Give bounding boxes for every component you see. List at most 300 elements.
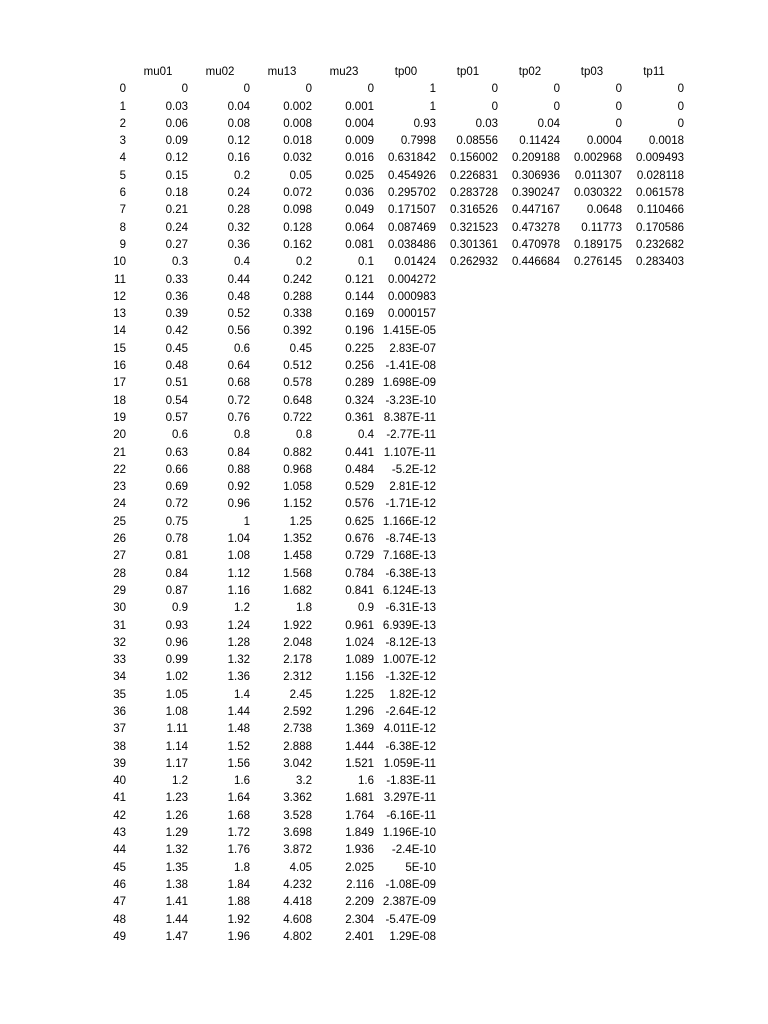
table-row: [96, 168, 686, 185]
row-index-cell: 9: [119, 238, 126, 251]
row-index-cell: 29: [113, 584, 126, 597]
table-cell: 1.24: [227, 619, 250, 632]
table-cell: [500, 929, 562, 946]
table-cell: [500, 790, 562, 807]
table-cell: [438, 583, 500, 600]
table-cell: [562, 842, 624, 859]
table-cell: [438, 514, 500, 531]
table-cell: 1.2: [172, 775, 188, 788]
table-cell: 0.454926: [388, 169, 436, 182]
table-cell: 0.4: [358, 429, 374, 442]
table-cell: 1.698E-09: [382, 377, 436, 390]
table-cell: 0.0648: [586, 204, 622, 217]
table-cell: 1.024: [345, 636, 374, 649]
table-cell: 2.048: [283, 636, 312, 649]
table-cell: [438, 860, 500, 877]
table-cell: 1.64: [227, 792, 250, 805]
table-cell: -5.2E-12: [391, 463, 436, 476]
table-cell: [500, 514, 562, 531]
table-cell: 0.05: [289, 169, 312, 182]
table-cell: 0.324: [345, 394, 374, 407]
table-cell: 0.12: [227, 135, 250, 148]
table-cell: [500, 548, 562, 565]
table-cell: 1.058: [283, 481, 312, 494]
table-cell: [562, 566, 624, 583]
table-cell: [562, 548, 624, 565]
column-header: tp11: [643, 66, 665, 78]
table-row: [96, 860, 686, 877]
table-cell: 0.162: [283, 238, 312, 251]
table-cell: [562, 514, 624, 531]
table-cell: 1.76: [227, 844, 250, 857]
table-cell: 0.3: [172, 256, 188, 269]
table-cell: 0: [615, 100, 622, 113]
table-cell: 0.45: [165, 342, 188, 355]
table-cell: 0.226831: [450, 169, 498, 182]
table-cell: [624, 306, 686, 323]
table-cell: 1.32: [165, 844, 188, 857]
table-cell: 1.196E-10: [382, 827, 436, 840]
table-cell: 1.08: [165, 705, 188, 718]
table-cell: 1: [429, 100, 436, 113]
table-cell: [500, 669, 562, 686]
table-cell: 6.124E-13: [382, 584, 436, 597]
table-cell: 0.512: [283, 360, 312, 373]
table-row: [96, 531, 686, 548]
table-cell: [438, 739, 500, 756]
table-row: [96, 81, 686, 98]
table-cell: 1.16: [227, 584, 250, 597]
table-cell: 0.88: [227, 463, 250, 476]
table-cell: 0.011307: [574, 169, 622, 182]
table-row: [96, 306, 686, 323]
table-cell: [500, 410, 562, 427]
table-cell: 0.63: [165, 446, 188, 459]
table-cell: 1.17: [165, 757, 188, 770]
table-cell: [438, 877, 500, 894]
table-cell: 4.05: [289, 861, 312, 874]
table-cell: 0.156002: [450, 152, 498, 165]
row-index-cell: 25: [113, 515, 126, 528]
table-row: [96, 790, 686, 807]
table-cell: [624, 548, 686, 565]
table-cell: [438, 652, 500, 669]
table-cell: [624, 808, 686, 825]
table-cell: 3.528: [283, 809, 312, 822]
table-cell: [438, 773, 500, 790]
data-table: [96, 64, 686, 946]
table-cell: 0.361: [345, 411, 374, 424]
table-cell: [500, 756, 562, 773]
table-cell: [624, 462, 686, 479]
table-cell: [500, 375, 562, 392]
table-cell: 1.415E-05: [382, 325, 436, 338]
table-cell: 0.392: [283, 325, 312, 338]
table-cell: 3.698: [283, 827, 312, 840]
table-cell: [624, 704, 686, 721]
table-cell: [562, 358, 624, 375]
table-cell: 0.2: [296, 256, 312, 269]
table-cell: [438, 912, 500, 929]
row-index-cell: 28: [113, 567, 126, 580]
table-row: [96, 496, 686, 513]
table-cell: [500, 912, 562, 929]
table-cell: 0.96: [165, 636, 188, 649]
table-cell: 0.529: [345, 481, 374, 494]
table-cell: [500, 323, 562, 340]
table-cell: [438, 410, 500, 427]
table-cell: [562, 479, 624, 496]
table-cell: 1.96: [227, 930, 250, 943]
table-cell: 1.225: [345, 688, 374, 701]
table-cell: [624, 618, 686, 635]
table-cell: 0.081: [345, 238, 374, 251]
table-cell: [500, 635, 562, 652]
table-row: [96, 462, 686, 479]
table-cell: [624, 514, 686, 531]
table-cell: 0.9: [172, 602, 188, 615]
table-cell: 0.447167: [512, 204, 560, 217]
table-cell: 0.038486: [388, 238, 436, 251]
table-row: [96, 825, 686, 842]
table-cell: 7.168E-13: [382, 550, 436, 563]
table-cell: 0.1: [358, 256, 374, 269]
row-index-cell: 31: [113, 619, 126, 632]
table-cell: [624, 877, 686, 894]
table-cell: [438, 496, 500, 513]
table-cell: 1.92: [227, 913, 250, 926]
table-cell: [624, 341, 686, 358]
table-cell: 0.08: [227, 117, 250, 130]
table-cell: 0.9: [358, 602, 374, 615]
table-cell: 0.295702: [388, 187, 436, 200]
table-cell: [562, 341, 624, 358]
table-cell: [500, 808, 562, 825]
table-cell: [562, 739, 624, 756]
table-cell: 0.42: [165, 325, 188, 338]
table-cell: 1.352: [283, 533, 312, 546]
row-index-cell: 2: [119, 117, 126, 130]
table-row: [96, 254, 686, 271]
table-cell: [562, 272, 624, 289]
table-cell: 0.18: [165, 187, 188, 200]
table-cell: 0.004: [345, 117, 374, 130]
row-index-cell: 39: [113, 757, 126, 770]
table-cell: 0.144: [345, 290, 374, 303]
table-cell: 0.484: [345, 463, 374, 476]
table-row: [96, 773, 686, 790]
table-cell: 0.098: [283, 204, 312, 217]
table-cell: 0.306936: [512, 169, 560, 182]
table-cell: 0.11424: [519, 135, 560, 148]
row-index-cell: 18: [113, 394, 126, 407]
table-cell: 0.01424: [394, 256, 436, 269]
table-cell: 1.764: [345, 809, 374, 822]
table-cell: -1.41E-08: [385, 360, 436, 373]
table-cell: 1.2: [234, 602, 250, 615]
row-index-cell: 19: [113, 411, 126, 424]
table-cell: [562, 531, 624, 548]
table-cell: -8.12E-13: [385, 636, 436, 649]
table-cell: [500, 739, 562, 756]
row-index-cell: 23: [113, 481, 126, 494]
table-cell: [500, 583, 562, 600]
table-cell: [500, 531, 562, 548]
table-cell: 1.444: [345, 740, 374, 753]
table-cell: 2.45: [289, 688, 312, 701]
table-cell: 1.8: [296, 602, 312, 615]
table-cell: 0.2: [234, 169, 250, 182]
table-cell: 1.38: [165, 878, 188, 891]
table-cell: 0.96: [227, 498, 250, 511]
table-cell: 1.68: [227, 809, 250, 822]
table-cell: 1: [429, 83, 436, 96]
table-cell: 1.35: [165, 861, 188, 874]
table-cell: 0.576: [345, 498, 374, 511]
table-cell: [624, 756, 686, 773]
table-cell: [438, 929, 500, 946]
table-row: [96, 669, 686, 686]
table-cell: -8.74E-13: [385, 533, 436, 546]
table-cell: 1.059E-11: [383, 757, 436, 770]
table-cell: 0: [243, 83, 250, 96]
table-cell: [438, 618, 500, 635]
table-cell: 1.6: [234, 775, 250, 788]
table-cell: [500, 496, 562, 513]
table-cell: 1.82E-12: [389, 688, 436, 701]
table-row: [96, 635, 686, 652]
table-cell: 0.001: [345, 100, 374, 113]
table-cell: 0.75: [165, 515, 188, 528]
table-cell: [438, 341, 500, 358]
row-index-cell: 15: [113, 342, 126, 355]
table-cell: 2.738: [283, 723, 312, 736]
table-cell: 0.256: [345, 360, 374, 373]
row-index-cell: 32: [113, 636, 126, 649]
table-row: [96, 652, 686, 669]
table-cell: [562, 894, 624, 911]
table-cell: 0.321523: [450, 221, 498, 234]
table-cell: [562, 669, 624, 686]
table-cell: 0.78: [165, 533, 188, 546]
table-cell: 0.648: [283, 394, 312, 407]
table-cell: 0.283728: [450, 187, 498, 200]
table-cell: 0.018: [283, 135, 312, 148]
table-row: [96, 721, 686, 738]
table-cell: [438, 687, 500, 704]
row-index-cell: 12: [113, 290, 126, 303]
table-cell: 1.48: [227, 723, 250, 736]
table-cell: 0.68: [227, 377, 250, 390]
row-index-cell: 44: [113, 844, 126, 857]
table-cell: 1.05: [165, 688, 188, 701]
table-cell: [624, 445, 686, 462]
row-index-cell: 30: [113, 602, 126, 615]
table-cell: [562, 912, 624, 929]
table-cell: 0.004272: [388, 273, 436, 286]
table-cell: 0.21: [165, 204, 188, 217]
table-cell: 0.8: [296, 429, 312, 442]
table-cell: 0.72: [227, 394, 250, 407]
table-cell: 0.390247: [512, 187, 560, 200]
table-cell: 0.27: [165, 238, 188, 251]
table-cell: [500, 773, 562, 790]
row-index-cell: 0: [119, 83, 126, 96]
table-cell: 1.23: [165, 792, 188, 805]
table-cell: 0.242: [283, 273, 312, 286]
table-cell: 0.072: [283, 187, 312, 200]
table-cell: 0.209188: [512, 152, 560, 165]
table-cell: -2.64E-12: [385, 705, 436, 718]
table-cell: 0.169: [345, 308, 374, 321]
table-cell: 0.841: [345, 584, 374, 597]
table-cell: [438, 842, 500, 859]
table-cell: [624, 894, 686, 911]
table-row: [96, 220, 686, 237]
table-cell: 0.44: [227, 273, 250, 286]
table-cell: [624, 479, 686, 496]
table-cell: [438, 825, 500, 842]
table-cell: 3.297E-11: [383, 792, 436, 805]
table-cell: 0.6: [172, 429, 188, 442]
table-cell: [500, 427, 562, 444]
table-cell: [624, 687, 686, 704]
table-cell: -2.4E-10: [391, 844, 436, 857]
table-cell: [562, 877, 624, 894]
table-cell: [624, 393, 686, 410]
table-cell: [438, 704, 500, 721]
table-cell: 1.12: [227, 567, 250, 580]
table-cell: 0.39: [165, 308, 188, 321]
row-index-cell: 6: [119, 187, 126, 200]
row-index-cell: 41: [113, 792, 126, 805]
table-cell: 0.729: [345, 550, 374, 563]
table-cell: 0.12: [165, 152, 188, 165]
column-header: tp01: [456, 66, 480, 78]
table-cell: 0.52: [227, 308, 250, 321]
table-cell: 5E-10: [405, 861, 436, 874]
table-cell: 1.88: [227, 896, 250, 909]
table-row: [96, 583, 686, 600]
table-cell: [562, 929, 624, 946]
table-cell: -6.31E-13: [385, 602, 436, 615]
table-cell: [500, 721, 562, 738]
row-index-cell: 21: [113, 446, 126, 459]
table-cell: [624, 669, 686, 686]
table-cell: [624, 583, 686, 600]
table-cell: 2.178: [283, 654, 312, 667]
table-cell: 3.362: [283, 792, 312, 805]
table-cell: [624, 929, 686, 946]
table-cell: [624, 600, 686, 617]
table-row: [96, 929, 686, 946]
table-cell: [562, 756, 624, 773]
table-cell: 1.296: [345, 705, 374, 718]
table-cell: 0: [615, 117, 622, 130]
table-cell: 0.33: [165, 273, 188, 286]
table-cell: 1.007E-12: [382, 654, 436, 667]
table-cell: 1.152: [283, 498, 312, 511]
table-row: [96, 289, 686, 306]
table-cell: 0.232682: [636, 238, 684, 251]
table-row: [96, 877, 686, 894]
column-header: tp00: [394, 66, 418, 78]
table-cell: 1.458: [283, 550, 312, 563]
table-row: [96, 687, 686, 704]
column-header: mu23: [329, 66, 359, 78]
table-cell: 2.888: [283, 740, 312, 753]
table-cell: [562, 375, 624, 392]
table-cell: -6.38E-13: [385, 567, 436, 580]
table-cell: 1.521: [345, 757, 374, 770]
table-cell: 0.121: [345, 273, 374, 286]
row-index-cell: 17: [113, 377, 126, 390]
table-cell: 0.57: [165, 411, 188, 424]
table-cell: 0: [491, 83, 498, 96]
table-cell: 0.48: [165, 360, 188, 373]
table-cell: [562, 825, 624, 842]
table-cell: [438, 790, 500, 807]
table-cell: [500, 341, 562, 358]
table-cell: [562, 600, 624, 617]
column-header: tp02: [518, 66, 542, 78]
table-cell: 0.032: [283, 152, 312, 165]
table-cell: -1.71E-12: [385, 498, 436, 511]
table-cell: [500, 860, 562, 877]
table-cell: 2.304: [345, 913, 374, 926]
table-cell: [438, 358, 500, 375]
row-index-cell: 10: [113, 256, 126, 269]
row-index-cell: 46: [113, 878, 126, 891]
table-cell: -1.32E-12: [385, 671, 436, 684]
table-cell: 0.009: [345, 135, 374, 148]
table-cell: 0.03: [165, 100, 188, 113]
table-cell: [500, 687, 562, 704]
table-cell: 0.11773: [581, 221, 622, 234]
table-cell: 0.225: [345, 342, 374, 355]
table-cell: 0.92: [227, 481, 250, 494]
table-cell: 0.473278: [512, 221, 560, 234]
table-cell: [624, 289, 686, 306]
table-cell: 0.002: [283, 100, 312, 113]
table-cell: [624, 272, 686, 289]
column-header: tp03: [580, 66, 604, 78]
table-cell: 0.064: [345, 221, 374, 234]
row-index-cell: 22: [113, 463, 126, 476]
table-cell: 0.008: [283, 117, 312, 130]
table-row: [96, 739, 686, 756]
table-cell: 0.301361: [450, 238, 498, 251]
table-cell: 0.316526: [450, 204, 498, 217]
table-cell: [562, 652, 624, 669]
table-cell: 0.631842: [388, 152, 436, 165]
table-cell: 1.681: [345, 792, 374, 805]
table-cell: [562, 496, 624, 513]
table-cell: 0.24: [227, 187, 250, 200]
table-cell: -1.83E-11: [386, 775, 436, 788]
table-cell: [624, 860, 686, 877]
table-cell: [438, 808, 500, 825]
table-cell: -5.47E-09: [385, 913, 436, 926]
table-row: [96, 323, 686, 340]
table-cell: 0: [367, 83, 374, 96]
row-index-cell: 36: [113, 705, 126, 718]
table-cell: 3.042: [283, 757, 312, 770]
table-cell: 0.76: [227, 411, 250, 424]
table-cell: 0.24: [165, 221, 188, 234]
table-cell: 1.166E-12: [382, 515, 436, 528]
table-cell: 2.312: [283, 671, 312, 684]
